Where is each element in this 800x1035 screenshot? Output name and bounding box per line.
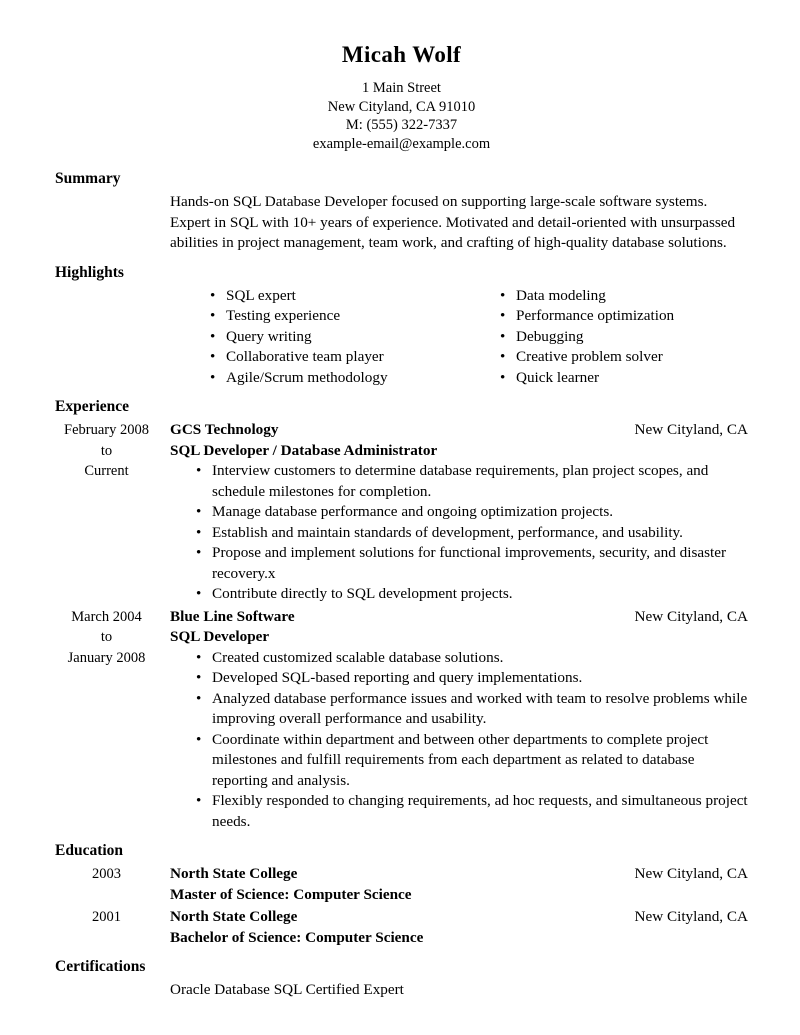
education-header: [170, 864, 748, 885]
experience-job: [55, 420, 748, 605]
education-entry: [55, 864, 748, 905]
certifications-content: [170, 980, 748, 1001]
job-bullet: • Analyzed database performance issues and worked with team to resolve problems while improving overall performance and usability.: [196, 689, 748, 730]
highlights-heading: Highlights: [55, 263, 124, 281]
job-location: New Cityland, CA: [634, 421, 748, 438]
section-highlights: [55, 263, 748, 389]
certifications-row: [55, 980, 748, 1001]
highlight-item: • Query writing: [210, 327, 485, 348]
highlight-item: • SQL expert: [210, 286, 485, 307]
job-title: SQL Developer: [170, 628, 270, 645]
education-content: [170, 864, 748, 905]
school-location: New Cityland, CA: [634, 908, 748, 925]
address-city: New Cityland, CA 91010: [327, 98, 476, 115]
job-header: [170, 420, 748, 441]
job-bullet: • Developed SQL-based reporting and query implementations.: [196, 668, 748, 689]
highlights-list-right: [500, 286, 775, 389]
resume-header: [55, 42, 748, 153]
job-location: New Cityland, CA: [634, 607, 748, 625]
job-date-to: to: [100, 629, 113, 645]
highlights-content: [170, 286, 775, 389]
job-date-start: February 2008: [64, 422, 149, 438]
education-entry: [55, 907, 748, 948]
experience-heading: Experience: [55, 398, 130, 415]
highlights-list-left: [210, 286, 485, 389]
job-bullet: • Flexibly responded to changing requirements, ad hoc requests, and simultaneous project needs.: [196, 791, 748, 832]
highlight-item: • Agile/Scrum methodology: [210, 368, 485, 389]
education-year: 2001: [92, 909, 121, 925]
summary-heading: Summary: [55, 170, 121, 187]
job-dates: [55, 607, 170, 669]
company-name: GCS Technology: [170, 421, 279, 438]
phone-number: M: (555) 322-7337: [345, 117, 458, 133]
education-heading: Education: [55, 842, 124, 859]
address-street: 1 Main Street: [362, 80, 441, 96]
job-bullet: • Created customized scalable database solutions.: [196, 648, 748, 669]
education-year: 2003: [92, 866, 121, 882]
degree: Bachelor of Science: Computer Science: [170, 928, 424, 946]
summary-content: [170, 192, 748, 254]
highlights-row: [55, 286, 748, 389]
job-bullet: • Manage database performance and ongoing optimization projects.: [196, 502, 748, 523]
education-content: [170, 907, 748, 948]
job-header: [170, 607, 748, 628]
highlights-columns: [170, 286, 775, 389]
company-name: Blue Line Software: [170, 607, 295, 625]
highlights-column-left: [195, 286, 485, 389]
school-location: New Cityland, CA: [634, 865, 748, 882]
highlight-item: • Debugging: [500, 327, 775, 348]
job-bullets: [196, 461, 748, 605]
highlight-item: • Quick learner: [500, 368, 775, 389]
certifications-heading: Certifications: [55, 958, 146, 975]
job-bullet: • Coordinate within department and between other departments to complete project milestones and fulfill requirements from each department as related to database reporting and analysis.: [196, 730, 748, 792]
job-date-end: Current: [84, 463, 129, 479]
section-certifications: [55, 957, 748, 1001]
job-date-end: January 2008: [67, 649, 146, 666]
job-bullet: • Interview customers to determine database requirements, plan project scopes, and schedule milestones for completion.: [196, 461, 748, 502]
section-experience: [55, 397, 748, 832]
section-education: [55, 841, 748, 948]
school-name: North State College: [170, 865, 298, 882]
education-header: [170, 907, 748, 928]
highlight-item: • Performance optimization: [500, 306, 775, 327]
job-dates: [55, 420, 170, 482]
highlight-item: • Creative problem solver: [500, 347, 775, 368]
job-content: [170, 607, 748, 833]
certification-item: Oracle Database SQL Certified Expert: [170, 981, 404, 998]
email-address: example-email@example.com: [312, 135, 491, 152]
job-bullet: • Contribute directly to SQL development projects.: [196, 584, 748, 605]
experience-job: [55, 607, 748, 833]
highlight-item: • Testing experience: [210, 306, 485, 327]
highlights-column-right: [485, 286, 775, 389]
section-summary: [55, 169, 748, 254]
highlight-item: • Collaborative team player: [210, 347, 485, 368]
school-name: North State College: [170, 908, 298, 925]
job-date-start: March 2004: [71, 608, 142, 625]
job-title: SQL Developer / Database Administrator: [170, 441, 438, 459]
job-bullet: • Propose and implement solutions for functional improvements, security, and disaster recovery.x: [196, 543, 748, 584]
job-content: [170, 420, 748, 605]
job-bullets: [196, 648, 748, 833]
degree: Master of Science: Computer Science: [170, 885, 412, 903]
summary-row: [55, 192, 748, 254]
job-bullet: • Establish and maintain standards of development, performance, and usability.: [196, 523, 748, 544]
summary-text: Hands-on SQL Database Developer focused on supporting large-scale software systems. Expert in SQL with 10+ years of experience. Motivated and detail-oriented with unsurpassed abilities in project management, team work, and crafting of high-quality database solutions.: [170, 193, 736, 251]
job-date-to: to: [100, 442, 113, 459]
person-name: Micah Wolf: [341, 42, 462, 67]
highlight-item: • Data modeling: [500, 286, 775, 307]
